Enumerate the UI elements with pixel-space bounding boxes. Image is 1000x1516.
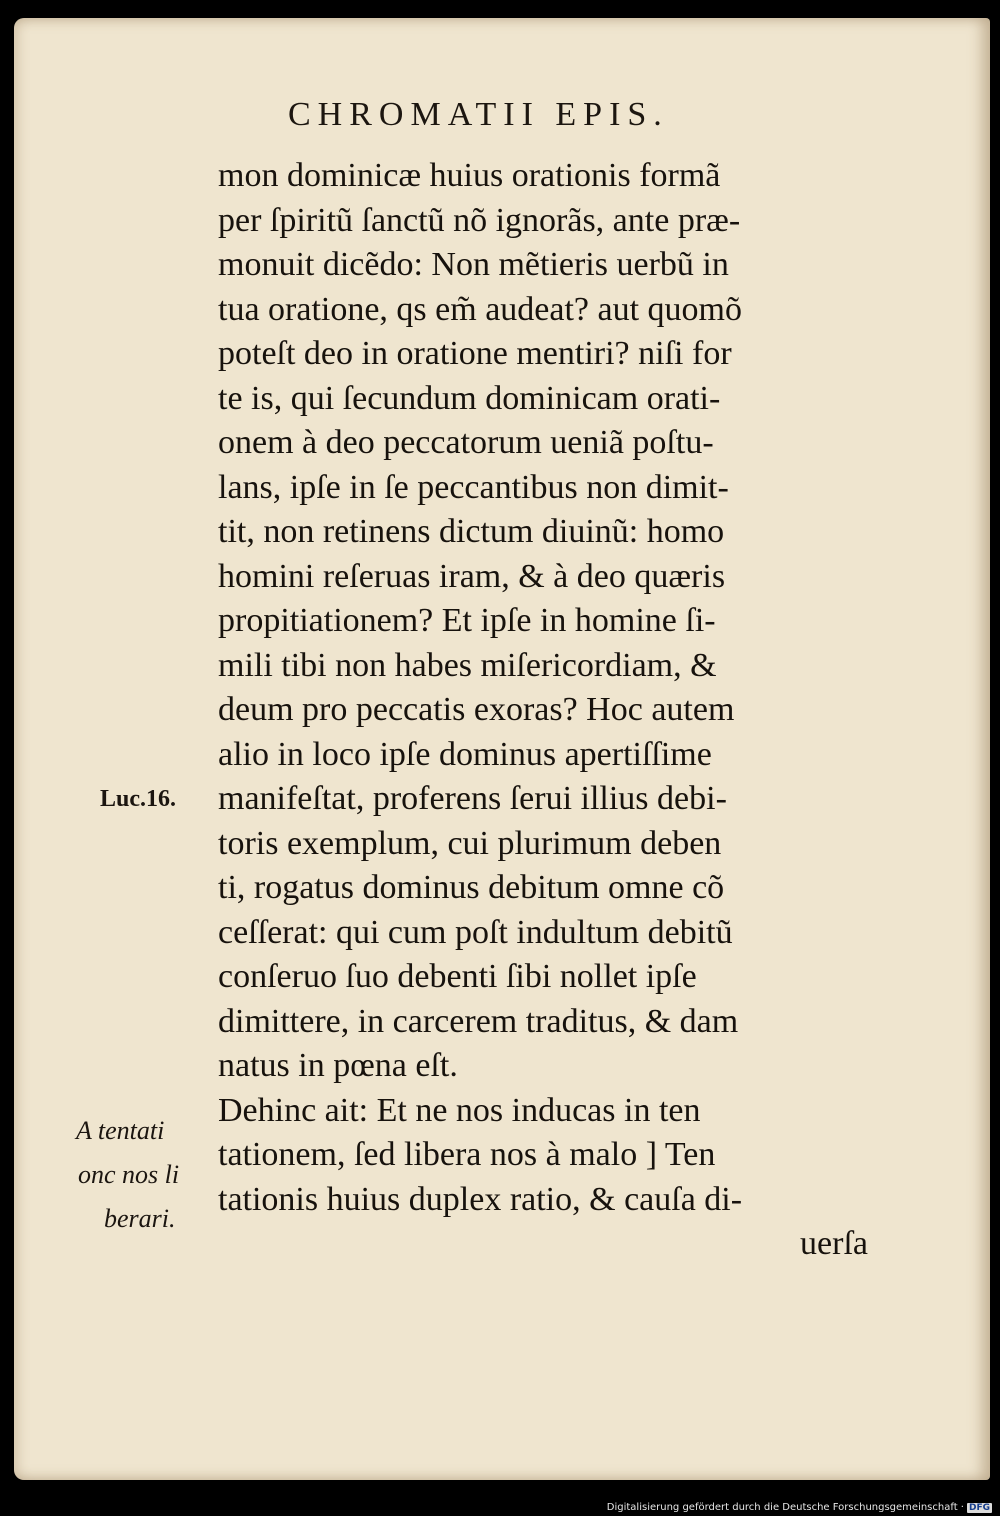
margin-reference: Luc.16. [100,786,177,812]
text-line: tationis huius duplex ratio, & cauſa di- [218,1180,743,1218]
text-line: ti, rogatus dominus debitum omne cõ [218,869,725,906]
catchword: uerſa [800,1225,868,1262]
text-line: deum pro peccatis exoras? Hoc autem [218,691,735,728]
text-line: homini reſeruas iram, & à deo quæris [218,557,726,595]
dfg-logo: DFG [968,1502,990,1513]
running-header: CHROMATII EPIS. [288,96,669,133]
text-line: mili tibi non habes miſericordiam, & [218,646,717,684]
text-line: propitiationem? Et ipſe in homine ſi- [218,602,716,639]
digitization-credit [607,1502,992,1513]
main-text-block [218,154,878,1267]
text-line: natus in pœna eſt. [218,1047,458,1084]
credit-text: Digitalisierung gefördert durch die Deutsche Forschungsgemeinschaft · [606,1502,964,1513]
text-line: ceſſerat: qui cum poſt indultum debitũ [218,913,733,951]
text-line: alio in loco ipſe dominus apertiſſime [218,735,712,773]
text-line: per ſpiritũ ſanctũ nõ ignorãs, ante præ- [218,201,741,239]
text-line: tationem, ſed libera nos à malo ] Ten [218,1136,716,1173]
text-line: onem à deo peccatorum ueniã poſtu- [218,424,714,461]
margin-gloss-line: onc nos li [78,1160,180,1189]
text-line: dimittere, in carcerem traditus, & dam [218,1002,739,1040]
text-line: poteſt deo in oratione mentiri? niſi for [218,335,732,372]
text-line: mon dominicæ huius orationis formã [218,157,721,194]
text-line: te is, qui ſecundum dominicam orati- [218,379,721,417]
text-line: manifeſtat, proferens ſerui illius debi- [218,780,727,817]
margin-gloss-line: A tentati [76,1116,165,1145]
text-line: lans, ipſe in ſe peccantibus non dimit- [218,468,729,506]
text-line: conſeruo ſuo debenti ſibi nollet ipſe [218,958,697,995]
text-line: toris exemplum, cui plurimum deben [218,824,722,862]
text-line: tua oratione, qs em̃ audeat? aut quomõ [218,290,742,328]
margin-gloss-line: berari. [104,1204,176,1233]
text-line: monuit dicẽdo: Non mẽtieris uerbũ in [218,246,729,283]
text-line: Dehinc ait: Et ne nos inducas in ten [218,1091,701,1129]
text-line: tit, non retinens dictum diuinũ: homo [218,513,725,550]
